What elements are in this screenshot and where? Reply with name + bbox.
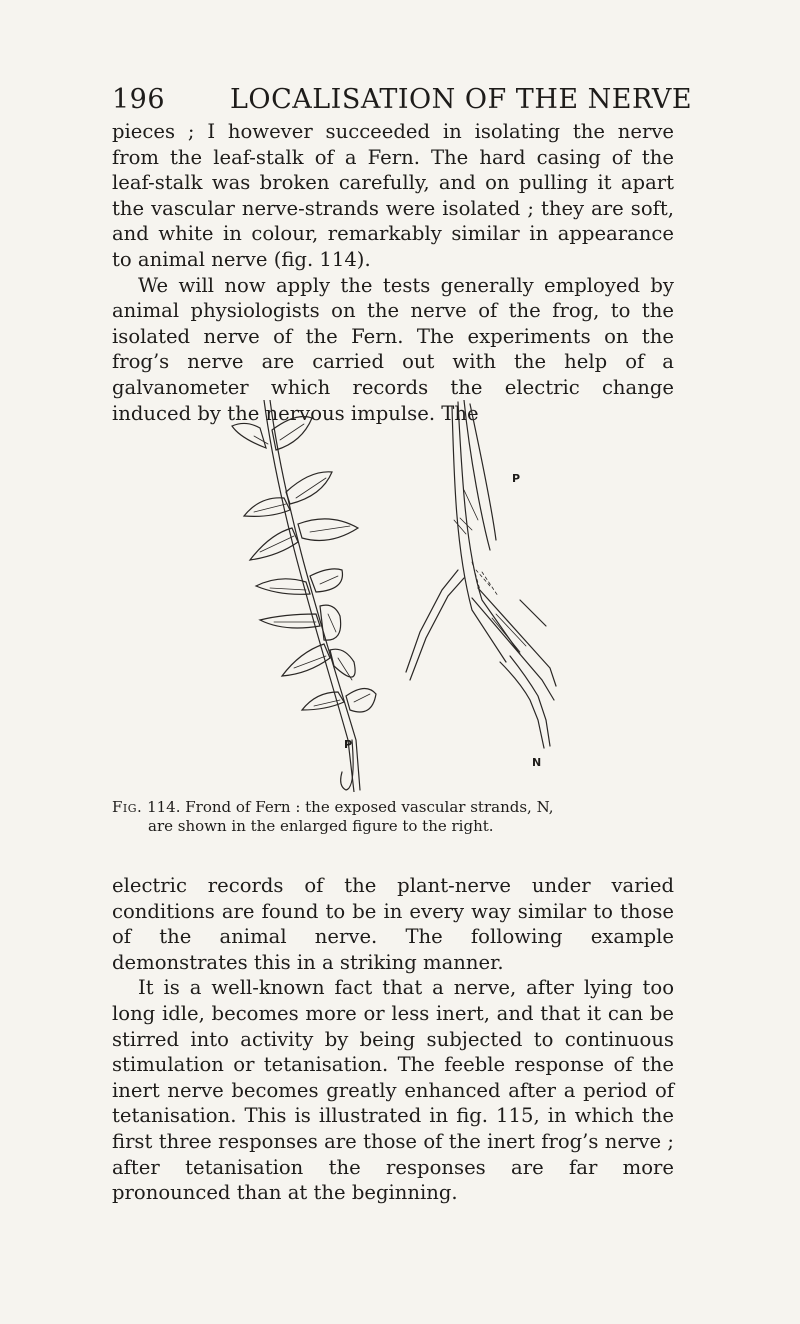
label-p-right: P (512, 472, 521, 485)
frond-drawing (232, 400, 376, 792)
fern-frond-illustration (220, 400, 620, 792)
body-text-bottom (112, 873, 674, 1206)
body-text-top (112, 119, 674, 426)
paragraph: It is a well-known fact that a nerve, after lying too long idle, becomes more or less inert, and that it can be stirred into activity by being subjected to continuous stimulation or tetanisation. The feeble response of the inert nerve becomes greatly enhanced after a period of tetanisation. This is illustrated in fig. 115, in which the first three responses are those of the inert frog’s nerve ; after tetanisation the responses are far more pronounced than at the beginning. (112, 976, 674, 1205)
caption-line-1 (112, 798, 677, 817)
figure-caption (112, 798, 677, 836)
page-number: 196 (112, 84, 166, 115)
running-title: LOCALISATION OF THE NERVE (230, 84, 693, 115)
paragraph: electric records of the plant-nerve under varied conditions are found to be in every way similar to those of the animal nerve. The following example demonstrates this in a striking manner. (112, 874, 674, 974)
paragraph: We will now apply the tests generally employed by animal physiologists on the nerve of the frog, to the isolated nerve of the Fern. The experiments on the frog’s nerve are carried out with the help of a galvanometer which records the electric change induced by the nervous impulse. The (112, 273, 674, 425)
label-p-left: P (344, 738, 353, 751)
caption-text-1: 114. Frond of Fern : the exposed vascular strands, N, (147, 798, 554, 816)
label-n: N (532, 756, 542, 769)
caption-prefix: Fig. (112, 798, 143, 816)
enlarged-stalk-drawing (406, 400, 556, 748)
paragraph: pieces ; I however succeeded in isolating the nerve from the leaf-stalk of a Fern. The hard casing of the leaf-stalk was broken carefully, and on pulling it apart the vascular nerve-strands were isolated ; they are soft, and white in colour, remarkably similar in appearance to animal nerve (fig. 114). (112, 120, 674, 271)
fern-frond-figure (220, 400, 620, 792)
caption-line-2: are shown in the enlarged figure to the right. (148, 817, 494, 835)
